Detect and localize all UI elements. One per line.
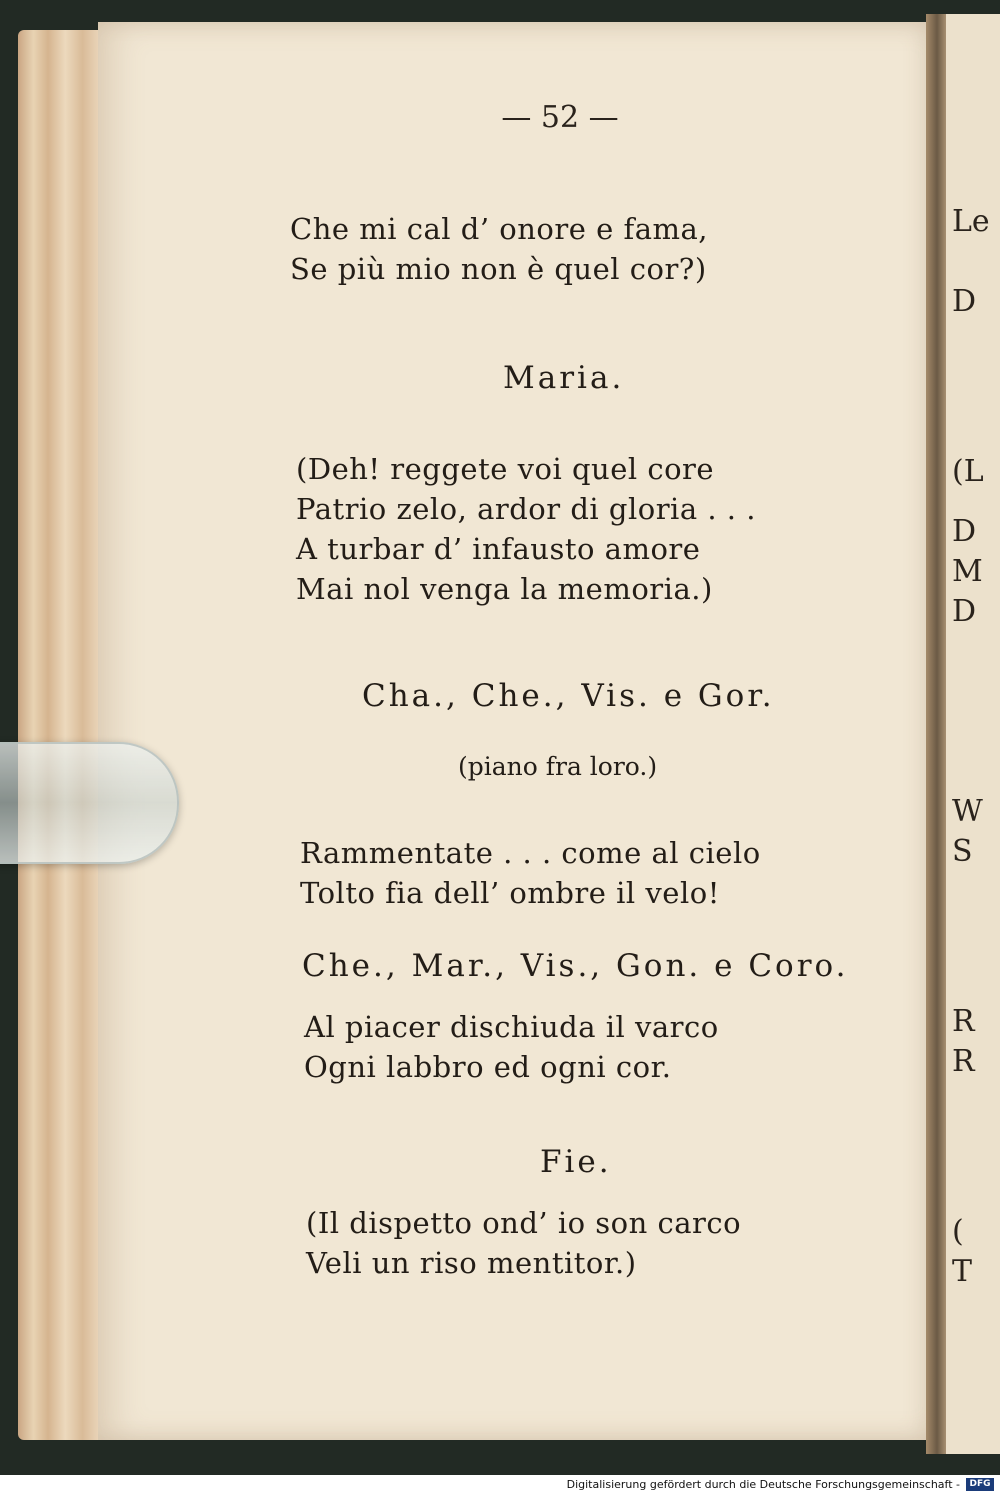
book-gutter [926, 14, 948, 1454]
verse-line: Se più mio non è quel cor?) [290, 252, 707, 286]
verse-line: Veli un riso mentitor.) [306, 1246, 637, 1280]
facing-fragment: T [952, 1254, 973, 1289]
facing-fragment: R [952, 1004, 975, 1039]
verse-line: Tolto fia dell’ ombre il velo! [300, 876, 720, 910]
facing-fragment: S [952, 834, 973, 869]
facing-fragment: M [952, 554, 983, 589]
stage-direction: (piano fra loro.) [458, 752, 658, 781]
facing-fragment: D [952, 594, 977, 629]
verse-line: (Deh! reggete voi quel core [296, 452, 715, 486]
facing-page [946, 14, 1000, 1454]
verse-line: Mai nol venga la memoria.) [296, 572, 713, 606]
facing-fragment: W [952, 794, 983, 829]
facing-fragment: D [952, 284, 977, 319]
footer-bar [0, 1475, 1000, 1495]
facing-fragment: (L [952, 454, 984, 489]
speaker-heading: Maria. [503, 360, 625, 396]
verse-line: A turbar d’ infausto amore [296, 532, 701, 566]
verse-line: Rammentate . . . come al cielo [300, 836, 761, 870]
speaker-heading: Fie. [540, 1144, 612, 1180]
verse-line: Che mi cal d’ onore e fama, [290, 212, 709, 246]
verse-line: (Il dispetto ond’ io son carco [306, 1206, 742, 1240]
facing-fragment: Le [952, 204, 990, 239]
funding-credit: Digitalisierung gefördert durch die Deutsche Forschungsgemeinschaft - [566, 1478, 960, 1491]
speaker-heading: Che., Mar., Vis., Gon. e Coro. [302, 948, 849, 984]
page-edges [18, 30, 104, 1440]
speaker-heading: Cha., Che., Vis. e Gor. [362, 678, 775, 714]
verse-line: Al piacer dischiuda il varco [304, 1010, 719, 1044]
facing-fragment: R [952, 1044, 975, 1079]
dfg-logo-icon: DFG [966, 1478, 994, 1491]
page-number: — 52 — [501, 100, 619, 135]
facing-fragment: ( [952, 1214, 964, 1249]
facing-fragment: D [952, 514, 977, 549]
verse-line: Patrio zelo, ardor di gloria . . . [296, 492, 756, 526]
verse-line: Ogni labbro ed ogni cor. [304, 1050, 672, 1084]
page-clip [0, 742, 179, 864]
